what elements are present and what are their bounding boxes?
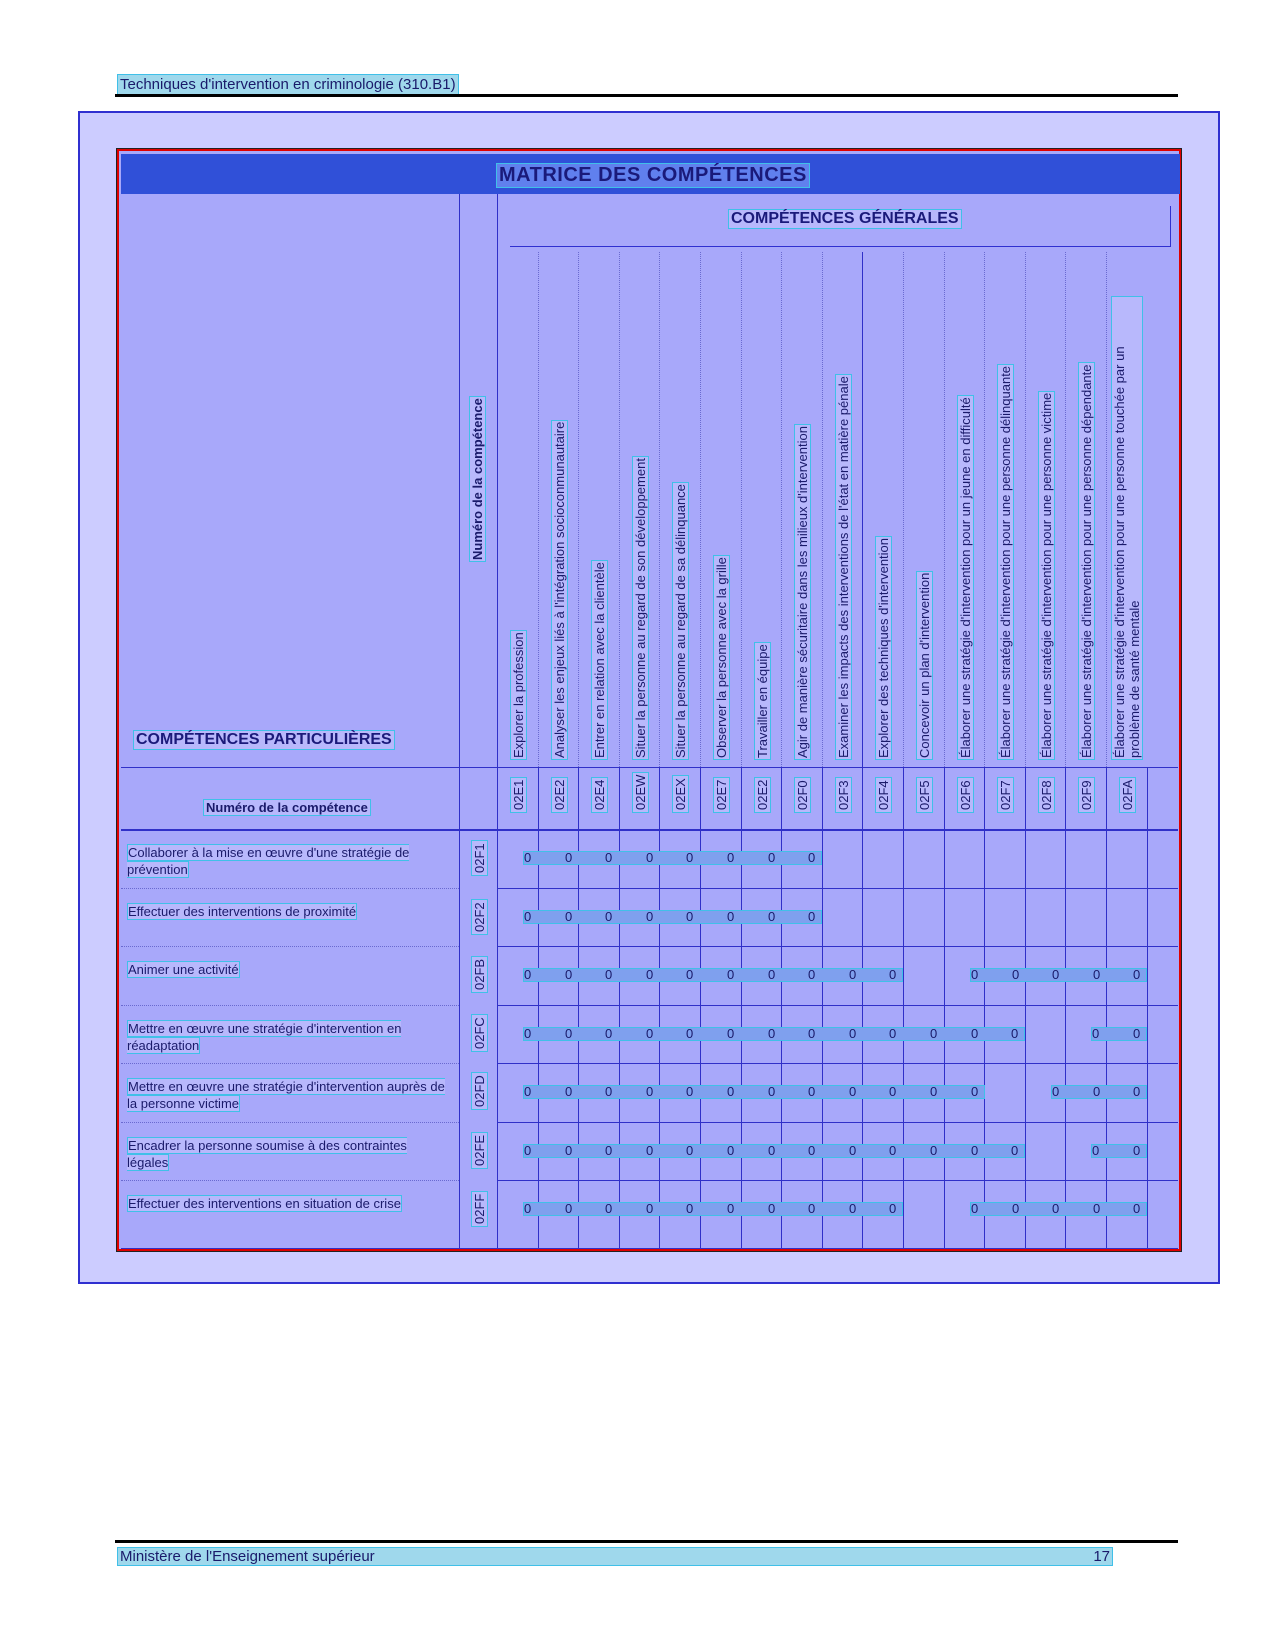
mark-cell: 0 — [808, 967, 816, 982]
mark-cell: 0 — [1133, 1201, 1141, 1216]
particular-competency-text: Animer une activité — [128, 962, 239, 977]
mark-cell: 0 — [727, 850, 735, 865]
mark-run — [523, 1027, 1025, 1041]
mark-cell: 0 — [605, 1084, 613, 1099]
mark-cell: 0 — [889, 967, 897, 982]
particular-competency-code: 02FF — [471, 1191, 488, 1227]
general-competency-label: Agir de manière sécuritaire dans les milieux d'intervention — [795, 426, 810, 758]
mark-cell: 0 — [565, 850, 573, 865]
general-col-divider-dotted — [619, 252, 620, 767]
general-competency-code: 02F7 — [997, 777, 1014, 813]
mark-cell: 0 — [1133, 967, 1141, 982]
particular-competency-label — [127, 903, 445, 920]
particular-row-divider-grid — [497, 1005, 1178, 1006]
mark-cell: 0 — [808, 1201, 816, 1216]
mark-cell: 0 — [565, 967, 573, 982]
general-competency-code: 02E7 — [713, 777, 730, 813]
general-competency-code: 02EX — [672, 775, 689, 813]
general-competencies-title: COMPÉTENCES GÉNÉRALES — [728, 209, 962, 229]
footer-ministry: Ministère de l'Enseignement supérieur — [120, 1548, 375, 1565]
mark-cell: 0 — [565, 909, 573, 924]
mark-cell: 0 — [930, 1084, 938, 1099]
header-rule — [115, 94, 1178, 97]
general-competency-label: Élaborer une stratégie d'intervention pour une personne dépendante — [1079, 364, 1094, 758]
general-col-divider — [1106, 767, 1107, 1249]
general-col-divider-dotted — [903, 252, 904, 767]
mark-run — [1091, 1144, 1147, 1158]
mark-cell: 0 — [1093, 1084, 1101, 1099]
particular-row-divider-grid — [497, 1063, 1178, 1064]
mark-cell: 0 — [524, 1084, 532, 1099]
general-competency-code: 02E1 — [510, 777, 527, 813]
mark-cell: 0 — [524, 1026, 532, 1041]
mark-cell: 0 — [889, 1143, 897, 1158]
general-col-divider-dotted — [984, 252, 985, 767]
mark-cell: 0 — [727, 967, 735, 982]
mark-cell: 0 — [524, 850, 532, 865]
mark-cell: 0 — [1092, 1143, 1100, 1158]
mark-cell: 0 — [768, 1026, 776, 1041]
mark-cell: 0 — [768, 1084, 776, 1099]
mark-cell: 0 — [1052, 1201, 1060, 1216]
mark-run — [1051, 1085, 1147, 1099]
mark-cell: 0 — [889, 1201, 897, 1216]
particular-competency-text: Collaborer à la mise en œuvre d'une stratégie de prévention — [127, 845, 410, 877]
particular-competency-code: 02FE — [471, 1132, 488, 1169]
footer-rule — [115, 1540, 1178, 1543]
mark-cell: 0 — [565, 1143, 573, 1158]
mark-cell: 0 — [1011, 1143, 1019, 1158]
general-competency-code: 02EW — [632, 772, 649, 813]
mark-cell: 0 — [808, 1084, 816, 1099]
mark-cell: 0 — [565, 1026, 573, 1041]
mark-cell: 0 — [971, 1201, 979, 1216]
mark-cell: 0 — [1093, 967, 1101, 982]
particular-competency-label — [127, 961, 445, 978]
mark-cell: 0 — [686, 1026, 694, 1041]
particular-competency-code: 02FD — [471, 1072, 488, 1110]
mark-cell: 0 — [524, 909, 532, 924]
mark-cell: 0 — [686, 1143, 694, 1158]
general-col-divider-dotted — [781, 252, 782, 767]
mark-cell: 0 — [971, 1026, 979, 1041]
mark-cell: 0 — [605, 967, 613, 982]
mark-cell: 0 — [1093, 1201, 1101, 1216]
general-col-divider — [538, 767, 539, 1249]
particular-competency-label — [127, 844, 445, 878]
mark-run — [1091, 1027, 1147, 1041]
particular-competency-code: 02FB — [471, 956, 488, 993]
mark-cell: 0 — [605, 909, 613, 924]
particular-competency-code: 02FC — [471, 1014, 488, 1052]
general-competency-code: 02F5 — [916, 777, 933, 813]
mark-cell: 0 — [849, 967, 857, 982]
mark-cell: 0 — [768, 967, 776, 982]
mark-cell: 0 — [646, 1201, 654, 1216]
mark-run — [970, 968, 1147, 982]
mark-cell: 0 — [524, 967, 532, 982]
general-competency-label: Observer la personne avec la grille — [714, 557, 729, 758]
mark-run — [970, 1202, 1147, 1216]
general-competency-label: Élaborer une stratégie d'intervention pour une personne victime — [1039, 392, 1054, 758]
mark-cell: 0 — [768, 850, 776, 865]
general-col-divider-dotted — [1106, 252, 1107, 767]
general-col-divider — [944, 767, 945, 1249]
particular-table-bottom — [121, 1248, 1178, 1249]
general-col-divider-dotted — [700, 252, 701, 767]
general-competency-code: 02E4 — [591, 777, 608, 813]
general-col-divider — [822, 767, 823, 1249]
mark-cell: 0 — [646, 1143, 654, 1158]
particular-competency-text: Mettre en œuvre une stratégie d'intervention en réadaptation — [127, 1021, 402, 1053]
page-header-title: Techniques d'intervention en criminologie (310.B1) — [117, 74, 459, 95]
mark-cell: 0 — [889, 1026, 897, 1041]
mark-cell: 0 — [849, 1143, 857, 1158]
mark-cell: 0 — [605, 1201, 613, 1216]
page-footer — [117, 1547, 1113, 1566]
particular-competency-code: 02F2 — [471, 899, 488, 935]
particular-row-divider — [121, 1005, 459, 1006]
mark-cell: 0 — [605, 1026, 613, 1041]
general-col-divider — [862, 767, 863, 1249]
general-col-divider — [741, 767, 742, 1249]
general-competency-label: Analyser les enjeux liés à l'intégration socioconmunautaire — [552, 421, 567, 758]
mark-cell: 0 — [686, 1084, 694, 1099]
general-col-divider — [1025, 767, 1026, 1249]
mark-cell: 0 — [686, 1201, 694, 1216]
matrix-title: MATRICE DES COMPÉTENCES — [496, 163, 810, 188]
mark-cell: 0 — [930, 1026, 938, 1041]
general-competency-label: Explorer la profession — [511, 632, 526, 758]
general-bracket-line — [510, 246, 1170, 247]
mark-cell: 0 — [768, 909, 776, 924]
general-competency-code: 02F0 — [794, 777, 811, 813]
general-competency-code: 02F9 — [1078, 777, 1095, 813]
general-competency-label: Élaborer une stratégie d'intervention pour une personne touchée par un problème de santé mentale — [1111, 296, 1143, 760]
mark-run — [523, 968, 903, 982]
particular-row-divider-grid — [497, 888, 1178, 889]
particular-row-divider — [121, 888, 459, 889]
particular-row-divider — [121, 1122, 459, 1123]
general-col-divider — [497, 767, 498, 1249]
mark-run — [523, 1085, 985, 1099]
particular-competencies-title: COMPÉTENCES PARTICULIÈRES — [133, 730, 395, 750]
particular-row-divider-grid — [497, 1180, 1178, 1181]
general-competency-label: Travailler en équipe — [755, 644, 770, 758]
general-col-divider-dotted — [741, 252, 742, 767]
general-col-divider — [903, 767, 904, 1249]
mark-cell: 0 — [646, 1026, 654, 1041]
particular-row-divider-grid — [497, 946, 1178, 947]
particular-row-divider-grid — [497, 1122, 1178, 1123]
mark-cell: 0 — [849, 1084, 857, 1099]
mark-cell: 0 — [849, 1026, 857, 1041]
general-competency-label: Entrer en relation avec la clientèle — [592, 562, 607, 758]
particular-row-divider — [121, 946, 459, 947]
mark-cell: 0 — [889, 1084, 897, 1099]
particular-competency-label — [127, 1020, 445, 1054]
mark-cell: 0 — [605, 850, 613, 865]
mark-cell: 0 — [768, 1201, 776, 1216]
mark-cell: 0 — [971, 967, 979, 982]
mark-cell: 0 — [849, 1201, 857, 1216]
mark-cell: 0 — [808, 909, 816, 924]
general-competency-label: Concevoir un plan d'intervention — [917, 572, 932, 758]
mark-run — [523, 1144, 1025, 1158]
number-column-label: Numéro de la compétence — [470, 398, 485, 560]
particular-number-col-left — [459, 194, 460, 1249]
footer-page-number: 17 — [1093, 1548, 1110, 1565]
mark-cell: 0 — [565, 1201, 573, 1216]
mark-cell: 0 — [1133, 1143, 1141, 1158]
mark-cell: 0 — [524, 1143, 532, 1158]
mark-cell: 0 — [808, 1143, 816, 1158]
general-competency-label: Explorer des techniques d'intervention — [876, 537, 891, 758]
number-row-label: Numéro de la compétence — [203, 799, 371, 816]
mark-cell: 0 — [930, 1143, 938, 1158]
particular-competency-text: Mettre en œuvre une stratégie d'intervention auprès de la personne victime — [127, 1079, 445, 1111]
particular-competency-text: Effectuer des interventions en situation de crise — [128, 1196, 401, 1211]
mark-cell: 0 — [1012, 1201, 1020, 1216]
general-competency-code: 02F3 — [835, 777, 852, 813]
mark-cell: 0 — [727, 1026, 735, 1041]
particular-row-divider — [121, 1180, 459, 1181]
mark-cell: 0 — [686, 967, 694, 982]
particular-competency-label — [127, 1195, 445, 1212]
general-col-divider-dotted — [578, 252, 579, 767]
general-col-divider-dotted — [659, 252, 660, 767]
particular-competency-label — [127, 1137, 445, 1171]
particular-competency-code: 02F1 — [471, 840, 488, 876]
general-col-divider — [619, 767, 620, 1249]
general-col-divider — [1065, 767, 1066, 1249]
particular-row-divider — [121, 1063, 459, 1064]
header-code-row-top — [121, 767, 1178, 768]
mark-cell: 0 — [727, 909, 735, 924]
general-competency-code: 02E2 — [551, 777, 568, 813]
mark-cell: 0 — [646, 1084, 654, 1099]
general-col-divider-dotted — [538, 252, 539, 767]
mark-cell: 0 — [686, 909, 694, 924]
general-col-divider — [659, 767, 660, 1249]
mark-run — [523, 851, 822, 865]
general-col-divider-dotted — [944, 252, 945, 767]
general-col-divider — [700, 767, 701, 1249]
general-competency-code: 02E2 — [754, 777, 771, 813]
mark-cell: 0 — [971, 1143, 979, 1158]
general-col-divider-dotted — [1025, 252, 1026, 767]
mark-cell: 0 — [524, 1201, 532, 1216]
mark-cell: 0 — [686, 850, 694, 865]
mark-cell: 0 — [565, 1084, 573, 1099]
mark-cell: 0 — [768, 1143, 776, 1158]
mark-cell: 0 — [646, 967, 654, 982]
mark-cell: 0 — [727, 1084, 735, 1099]
general-bracket-tick — [1170, 206, 1171, 247]
general-col-divider — [578, 767, 579, 1249]
general-competency-label: Élaborer une stratégie d'intervention pour un jeune en difficulté — [958, 397, 973, 758]
mark-cell: 0 — [1052, 1084, 1060, 1099]
mark-run — [523, 910, 822, 924]
mark-cell: 0 — [646, 850, 654, 865]
mark-run — [523, 1202, 903, 1216]
mark-cell: 0 — [646, 909, 654, 924]
mark-cell: 0 — [971, 1084, 979, 1099]
particular-competency-label — [127, 1078, 445, 1112]
general-col-divider-dotted — [822, 252, 823, 767]
mark-cell: 0 — [1133, 1026, 1141, 1041]
mark-cell: 0 — [1133, 1084, 1141, 1099]
general-competency-label: Situer la personne au regard de sa délinquance — [673, 484, 688, 758]
mark-cell: 0 — [1052, 967, 1060, 982]
mark-cell: 0 — [1092, 1026, 1100, 1041]
particular-competency-text: Encadrer la personne soumise à des contraintes légales — [127, 1138, 407, 1170]
general-competency-label: Élaborer une stratégie d'intervention pour une personne délinquante — [998, 365, 1013, 758]
general-col-divider — [984, 767, 985, 1249]
general-competency-label: Examiner les impacts des interventions de l'état en matière pénale — [836, 376, 851, 758]
mark-cell: 0 — [605, 1143, 613, 1158]
mark-cell: 0 — [1012, 967, 1020, 982]
general-competency-code: 02F6 — [957, 777, 974, 813]
particular-competency-text: Effectuer des interventions de proximité — [128, 904, 357, 919]
particular-row-divider-grid — [497, 829, 1178, 830]
general-group-divider — [862, 252, 863, 767]
general-competency-code: 02FA — [1119, 777, 1136, 813]
mark-cell: 0 — [808, 1026, 816, 1041]
mark-cell: 0 — [1011, 1026, 1019, 1041]
general-col-divider — [1147, 767, 1148, 1249]
general-col-divider — [781, 767, 782, 1249]
mark-cell: 0 — [727, 1143, 735, 1158]
general-col-divider-dotted — [1065, 252, 1066, 767]
general-competency-code: 02F4 — [875, 777, 892, 813]
general-competency-code: 02F8 — [1038, 777, 1055, 813]
mark-cell: 0 — [727, 1201, 735, 1216]
general-competency-label: Situer la personne au regard de son développement — [633, 458, 648, 758]
mark-cell: 0 — [808, 850, 816, 865]
